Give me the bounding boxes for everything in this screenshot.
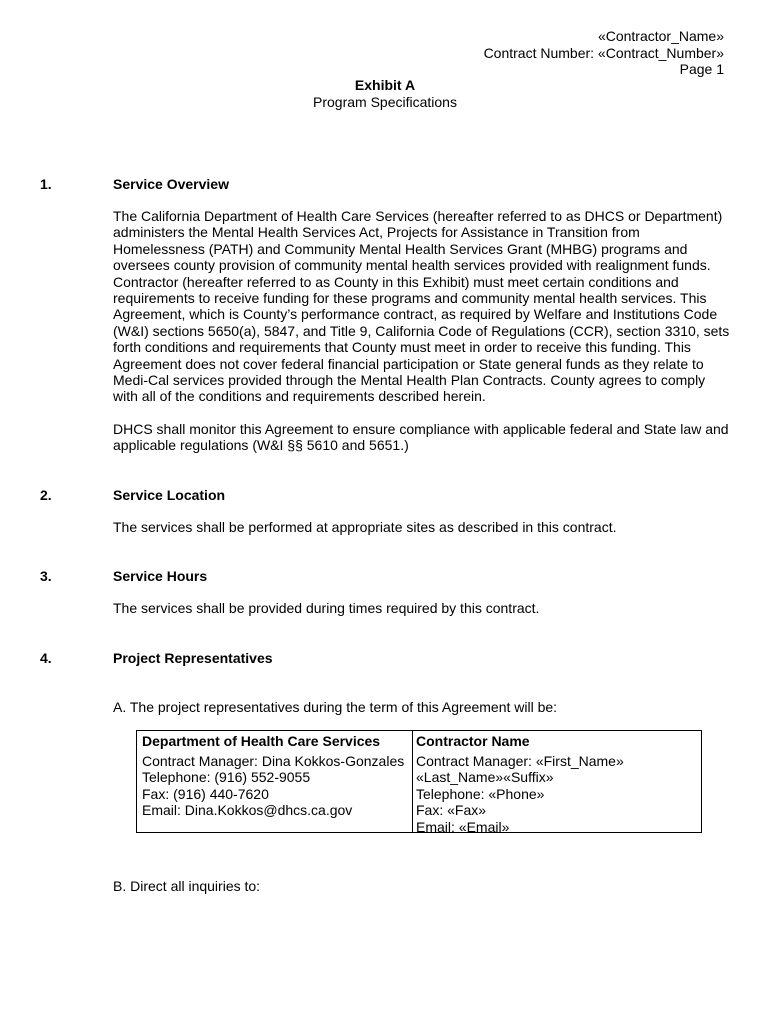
contractor-email: Email: «Email» [416,818,510,835]
contractor-column [413,731,701,835]
section-3-number: 3. [40,568,52,584]
exhibit-title: Exhibit A [354,77,416,93]
contractor-heading: Contractor Name [416,733,530,749]
contractor-name-field: «Contractor_Name» [597,28,724,44]
section-3-body [113,600,733,616]
dhcs-column [137,731,413,832]
section-1-paragraph-2: DHCS shall monitor this Agreement to ensure compliance with applicable federal and State law and applicable regulations (W&I §§ 5610 and 5651.) [113,421,729,454]
dhcs-telephone: Telephone: (916) 552-9055 [142,769,311,785]
section-1-body [113,208,733,405]
representatives-table [136,730,702,833]
section-2-number: 2. [40,487,52,503]
dhcs-fax: Fax: (916) 440-7620 [142,785,269,802]
dhcs-heading: Department of Health Care Services [142,733,381,749]
page-number: Page 1 [679,61,724,77]
section-4-paragraph-b: B. Direct all inquiries to: [113,878,261,894]
dhcs-contract-manager: Contract Manager: Dina Kokkos-Gonzales [142,752,405,769]
section-1-body-2 [113,421,733,454]
contractor-name-suffix: «Last_Name»«Suffix» [416,769,554,785]
section-4-item-b [113,878,733,894]
section-2-body [113,519,733,535]
page-header [484,28,724,78]
dhcs-email: Email: Dina.Kokkos@dhcs.ca.gov [142,802,353,818]
section-1-paragraph-1: The California Department of Health Care Services (hereafter referred to as DHCS or Department) administers the Mental Health Services Act, Projects for Assistance in Transition from Homelessness (PATH) and Community Mental Health Services Grant (MHBG) programs and oversees county provision of community mental health services provided with realignment funds. Contractor (hereafter referred to as County in this Exhibit) must meet certain conditions and requirements to receive funding for these programs and community mental health services. This Agreement, which is County’s performance contract, as required by Welfare and Institutions Code (W&I) sections 5650(a), 5847, and Title 9, California Code of Regulations (CCR), section 3310, sets forth conditions and requirements that County must meet in order to receive this funding. This Agreement does not cover federal financial participation or State general funds as they relate to Medi-Cal services provided through the Mental Health Plan Contracts. County agrees to comply with all of the conditions and requirements described herein. [113,208,730,405]
section-4-number: 4. [40,650,52,666]
section-1-title: Service Overview [113,176,229,192]
section-4-paragraph-a: A. The project representatives during the term of this Agreement will be: [113,699,558,715]
section-3-title: Service Hours [113,568,208,584]
section-2-title: Service Location [113,487,226,503]
section-1-number: 1. [40,176,52,192]
exhibit-subtitle: Program Specifications [313,94,457,110]
contract-number-field: Contract Number: «Contract_Number» [483,44,724,61]
section-2-paragraph-1: The services shall be performed at appropriate sites as described in this contract. [113,519,617,535]
section-4-title: Project Representatives [113,650,273,666]
contractor-fax: Fax: «Fax» [416,802,487,818]
section-3-paragraph-1: The services shall be provided during times required by this contract. [113,600,540,616]
section-4-item-a [113,699,733,715]
contractor-contract-manager: Contract Manager: «First_Name» [416,752,624,769]
contractor-telephone: Telephone: «Phone» [416,785,545,802]
